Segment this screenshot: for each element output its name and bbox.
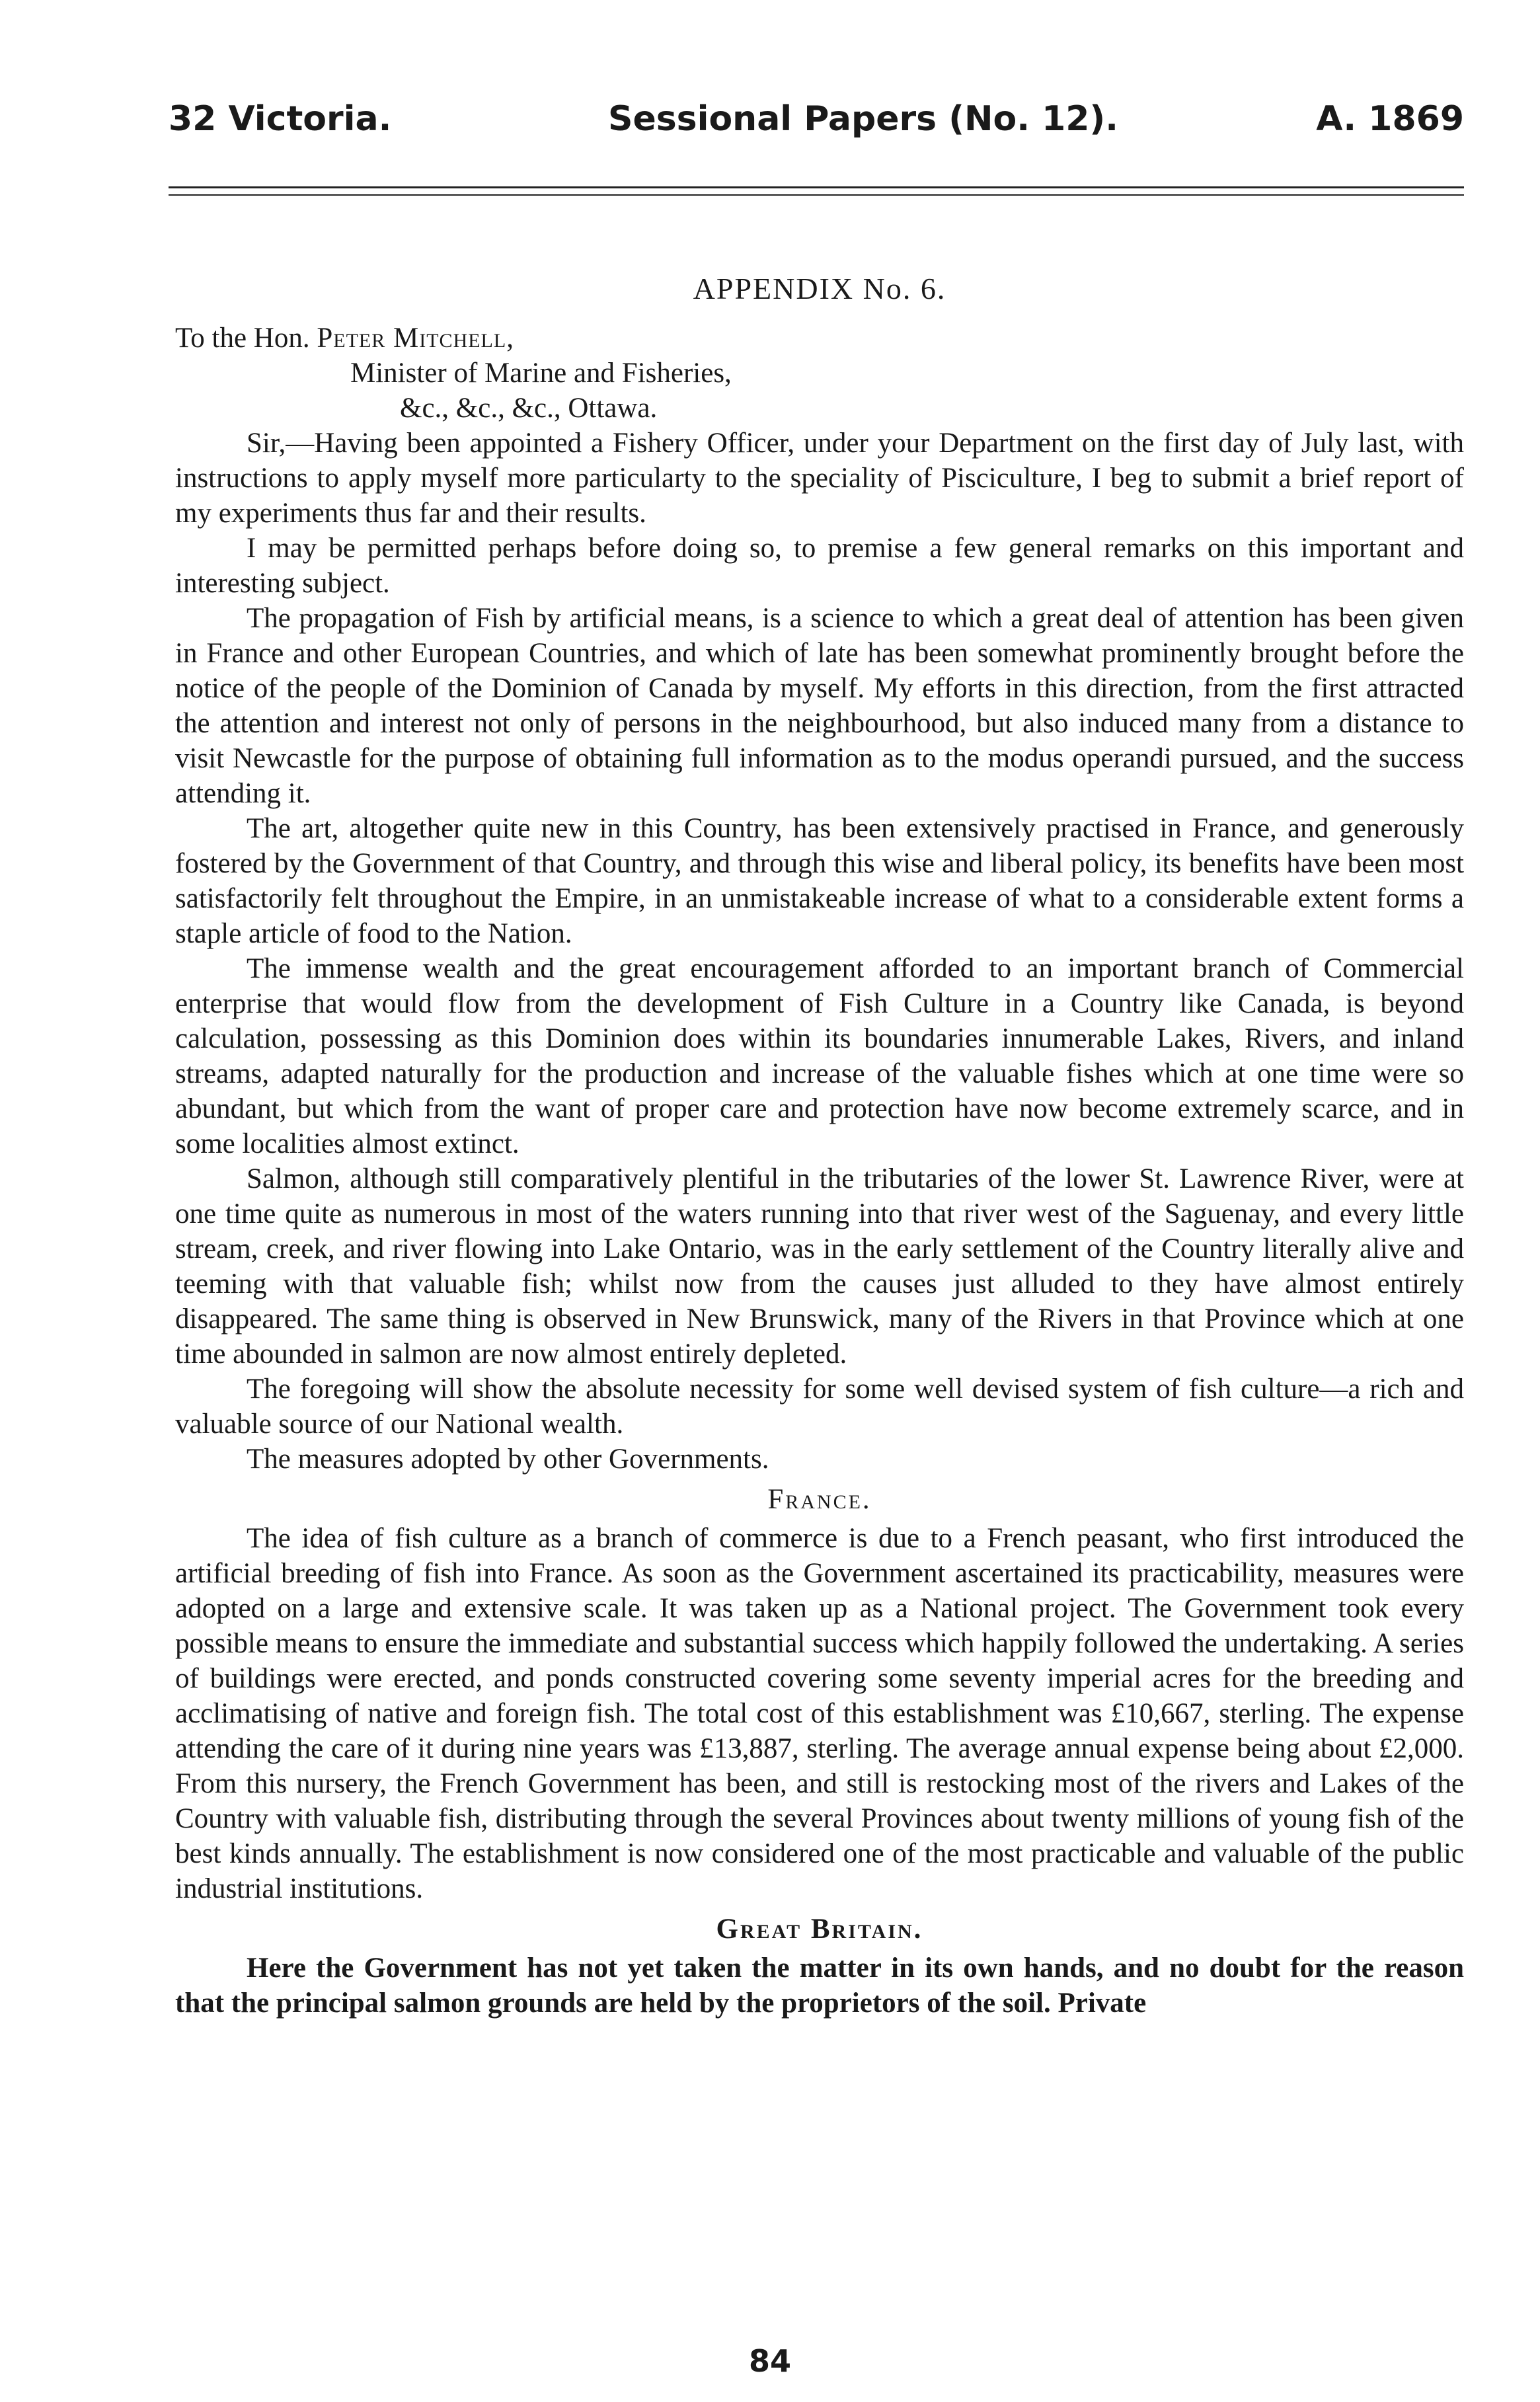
paragraph-great-britain: Here the Government has not yet taken the matter in its own hands, and no doubt for the reason that the principal salmon grounds are held by the proprietors of the soil. Private bbox=[175, 1953, 1464, 2019]
paragraph: Sir,—Having been appointed a Fishery Officer, under your Department on the first day of July last, with instructions to apply myself more particularty to the speciality of Pisciculture, I beg to submit a brief report of my experiments thus far and their results. bbox=[175, 428, 1464, 529]
page-number: 84 bbox=[748, 2343, 791, 2379]
header-paper-title: Sessional Papers (No. 12). bbox=[608, 99, 1118, 139]
paragraph: The propagation of Fish by artificial means, is a science to which a great deal of attention has been given in France and other European Countries, and which of late has been somewhat prominently brought before the notice of the people of the Dominion of Canada by myself. My efforts in this direction, from the first attracted the attention and interest not only of persons in the neighbourhood, but also induced many from a distance to visit Newcastle for the purpose of obtaining full information as to the modus operandi pursued, and the success attending it. bbox=[175, 603, 1464, 809]
header-rule-bottom bbox=[169, 194, 1464, 196]
paragraph: The immense wealth and the great encouragement afforded to an important branch of Commercial enterprise that would flow from the development of Fish Culture in a Country like Canada, is beyond calculation, possessing as this Dominion does within its boundaries innumerable Lakes, Rivers, and inland streams, adapted naturally for the production and increase of the valuable fishes which at one time were so abundant, but which from the want of proper care and protection have now become extremely scarce, and in some localities almost extinct. bbox=[175, 953, 1464, 1159]
paragraph: Salmon, although still comparatively plentiful in the tributaries of the lower St. Lawrence River, were at one time quite as numerous in most of the waters running into that river west of the Saguenay, and every little stream, creek, and river flowing into Lake Ontario, was in the early settlement of the Country literally alive and teeming with that valuable fish; whilst now from the causes just alluded to they have almost entirely disappeared. The same thing is observed in New Brunswick, many of the Rivers in that Province which at one time abounded in salmon are now almost entirely depleted. bbox=[175, 1163, 1464, 1370]
address-line-3: &c., &c., &c., Ottawa. bbox=[400, 393, 658, 424]
header-year: A. 1869 bbox=[1316, 99, 1464, 139]
header-session: 32 Victoria. bbox=[169, 99, 392, 139]
paragraph: The measures adopted by other Governments. bbox=[247, 1444, 769, 1475]
paragraph: The art, altogether quite new in this Country, has been extensively practised in France, and generously fostered by the Government of that Country, and through this wise and liberal policy, its benefits have been most satisfactorily felt throughout the Empire, in an unmistakeable increase of what to a considerable extent forms a staple article of food to the Nation. bbox=[175, 813, 1464, 949]
appendix-title: APPENDIX No. 6. bbox=[693, 272, 946, 305]
paragraph: I may be permitted perhaps before doing so, to premise a few general remarks on this important and interesting subject. bbox=[175, 533, 1464, 599]
britain-block bbox=[175, 1951, 1464, 2021]
paragraph-france: The idea of fish culture as a branch of commerce is due to a French peasant, who first introduced the artificial breeding of fish into France. As soon as the Government ascertained its practicability, measures were adopted on a large and extensive scale. It was taken up as a National project. The Government took every possible means to ensure the immediate and substantial success which happily followed the undertaking. A series of buildings were erected, and ponds constructed covering some seventy imperial acres for the breeding and acclimatising of native and foreign fish. The total cost of this establishment was £10,667, sterling. The expense attending the care of it during nine years was £13,887, sterling. The average annual expense being about £2,000. From this nursery, the French Government has been, and still is restocking most of the rivers and Lakes of the Country with valuable fish, distributing through the several Provinces about twenty millions of young fish of the best kinds annually. The establishment is now considered one of the most practicable and valuable of the public industrial institutions. bbox=[175, 1523, 1464, 1904]
address-line-1 bbox=[175, 321, 1464, 356]
addressee-name: Peter Mitchell, bbox=[317, 323, 514, 354]
header-rule-top bbox=[169, 186, 1464, 188]
section-heading-france: France. bbox=[767, 1484, 872, 1515]
section-heading-great-britain: Great Britain. bbox=[716, 1914, 923, 1945]
address-line-2: Minister of Marine and Fisheries, bbox=[350, 358, 732, 389]
body-text bbox=[175, 271, 1464, 2021]
paragraph: The foregoing will show the absolute necessity for some well devised system of fish culture—a rich and valuable source of our National wealth. bbox=[175, 1374, 1464, 1440]
running-header bbox=[169, 99, 1464, 159]
address-prefix: To the Hon. bbox=[175, 323, 317, 354]
